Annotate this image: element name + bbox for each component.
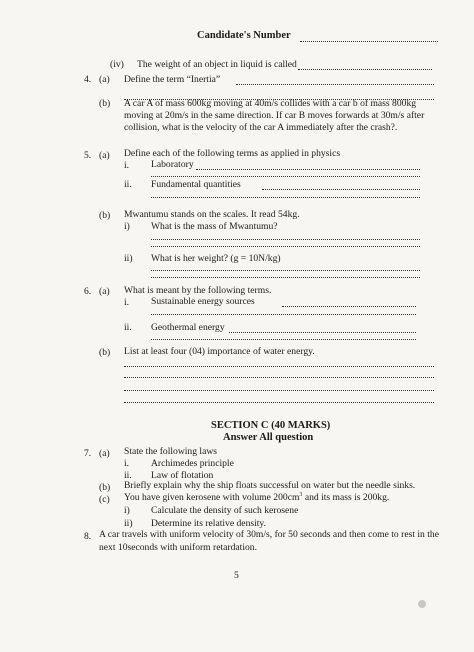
answer-line <box>151 197 420 198</box>
q5-a-label: (a) <box>99 150 110 161</box>
q5-a-i-number: i. <box>124 160 130 171</box>
q5-b-text: Mwantumu stands on the scales. It read 54kg. <box>124 209 300 220</box>
q7-b-text: Briefly explain why the ship floats successful on water but the needle sinks. <box>124 480 416 491</box>
q4-iv-number: (iv) <box>110 59 124 70</box>
q7-c-i-text: Calculate the density of such kerosene <box>151 505 299 516</box>
q8-line2: next 10seconds with uniform retardation. <box>99 542 257 553</box>
section-c-title: SECTION C (40 MARKS) <box>211 420 331 431</box>
q7-a-ii-text: Law of flotation <box>151 470 214 481</box>
q7-c-text <box>124 492 389 503</box>
answer-line <box>151 339 416 340</box>
q5-b-i-text: What is the mass of Mwantumu? <box>151 221 278 232</box>
q7-c-label: (c) <box>99 494 110 505</box>
q8-number: 8. <box>84 531 92 542</box>
q5-b-label: (b) <box>99 210 111 221</box>
q6-b-text: List at least four (04) importance of water energy. <box>124 346 315 357</box>
q4-a-label: (a) <box>99 74 110 85</box>
q7-a-label: (a) <box>99 448 110 459</box>
q6-number: 6. <box>84 286 92 297</box>
answer-line <box>124 402 434 403</box>
answer-line <box>151 277 420 278</box>
answer-line <box>151 246 420 247</box>
q5-b-ii-text: What is her weight? (g = 10N/kg) <box>151 253 281 264</box>
q4-a-text: Define the term “Inertia” <box>124 74 221 85</box>
q4-number: 4. <box>84 74 92 85</box>
q4-iv-text: The weight of an object in liquid is called <box>137 59 297 70</box>
q7-c-text-before: You have given kerosene with volume 200cm <box>124 492 300 503</box>
answer-line <box>151 270 420 271</box>
q7-a-text: State the following laws <box>124 446 217 457</box>
q6-a-i-number: i. <box>124 297 130 308</box>
q6-b-label: (b) <box>99 347 111 358</box>
q5-a-i-text: Laboratory <box>151 159 194 170</box>
answer-line <box>236 84 434 85</box>
candidate-number-line <box>300 41 438 42</box>
scan-smudge <box>418 600 426 608</box>
answer-line <box>151 314 416 315</box>
q4-b-line3: collision, what is the velocity of the car A immediately after the crash?. <box>124 122 398 133</box>
q7-c-ii-number: ii) <box>124 518 133 529</box>
q7-c-ii-text: Determine its relative density. <box>151 518 266 529</box>
q6-a-i-text: Sustainable energy sources <box>151 296 255 307</box>
q6-a-ii-number: ii. <box>124 322 132 333</box>
q8-line1: A car travels with uniform velocity of 30m/s, for 50 seconds and then come to rest in the <box>99 529 439 540</box>
answer-line <box>282 306 416 307</box>
q6-a-text: What is meant by the following terms. <box>124 285 272 296</box>
answer-line <box>298 69 432 70</box>
answer-line <box>151 176 420 177</box>
q4-b-line1: A car A of mass 600kg moving at 40m/s collides with a car b of mass 800kg <box>124 98 417 109</box>
q4-b-line2: moving at 20m/s in the same direction. If car B moves forwards at 30m/s after <box>124 110 425 121</box>
answer-line <box>151 239 420 240</box>
q6-a-label: (a) <box>99 286 110 297</box>
q7-b-label: (b) <box>99 482 111 493</box>
candidate-number-label: Candidate's Number <box>197 30 291 41</box>
q5-b-i-number: i) <box>124 221 130 232</box>
q7-c-i-number: i) <box>124 505 130 516</box>
q7-number: 7. <box>84 448 92 459</box>
answer-line <box>124 377 434 378</box>
q5-a-ii-number: ii. <box>124 179 132 190</box>
q6-a-ii-text: Geothermal energy <box>151 322 225 333</box>
answer-line <box>196 169 420 170</box>
q7-a-ii-number: ii. <box>124 470 132 481</box>
q7-c-text-after: and its mass is 200kg. <box>302 492 390 503</box>
q5-a-text: Define each of the following terms as applied in physics <box>124 148 341 159</box>
answer-line <box>262 189 420 190</box>
q5-a-ii-text: Fundamental quantities <box>151 179 241 190</box>
answer-line <box>124 366 434 367</box>
q5-number: 5. <box>84 150 92 161</box>
section-c-subtitle: Answer All question <box>223 432 314 443</box>
q4-b-label: (b) <box>99 98 111 109</box>
answer-line <box>229 332 416 333</box>
q7-a-i-number: i. <box>124 458 130 469</box>
q7-c-superscript: 3 <box>299 491 303 498</box>
q7-a-i-text: Archimedes principle <box>151 458 234 469</box>
page-number: 5 <box>234 570 239 581</box>
q5-b-ii-number: ii) <box>124 253 133 264</box>
answer-line <box>124 390 434 391</box>
